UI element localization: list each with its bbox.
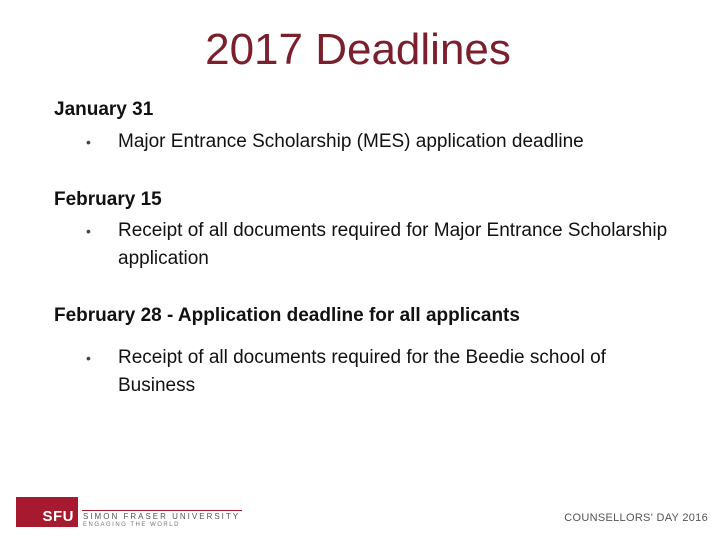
bullet-item <box>86 344 676 400</box>
bullet-item <box>86 217 676 273</box>
logo-tagline: ENGAGING THE WORLD <box>83 522 180 528</box>
bullet-dot-icon: • <box>86 350 91 366</box>
section-heading-feb15: February 15 <box>54 189 162 210</box>
bullet-text: Receipt of all documents required for Major Entrance Scholarship application <box>118 220 668 269</box>
bullet-item <box>86 128 676 156</box>
logo-divider <box>82 510 242 511</box>
logo-university-name: SIMON FRASER UNIVERSITY <box>83 512 241 521</box>
bullet-dot-icon: • <box>86 134 91 150</box>
bullet-text: Major Entrance Scholarship (MES) application deadline <box>118 131 584 152</box>
section-heading-feb28: February 28 - Application deadline for all applicants <box>54 305 520 326</box>
slide-title: 2017 Deadlines <box>205 25 511 74</box>
section-heading-jan31: January 31 <box>54 99 154 120</box>
bullet-dot-icon: • <box>86 223 91 239</box>
footer-event-label: COUNSELLORS' DAY 2016 <box>564 512 708 524</box>
sfu-logo-mark: SFU <box>16 497 78 527</box>
bullet-text: Receipt of all documents required for the Beedie school of Business <box>118 347 606 396</box>
